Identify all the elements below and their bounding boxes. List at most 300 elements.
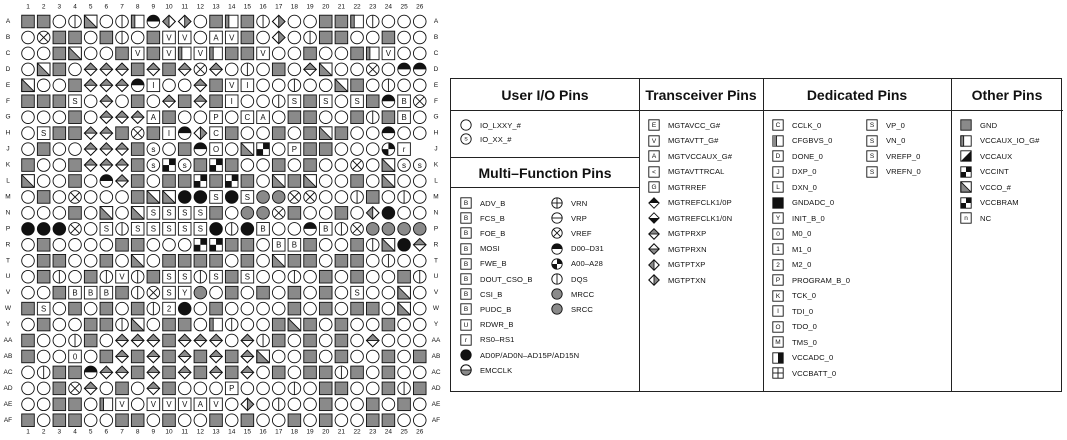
grid-row-label-left: R bbox=[5, 241, 11, 249]
grid-row-label-left: V bbox=[5, 289, 11, 297]
pin-K1 bbox=[22, 159, 35, 172]
pin-AB18 bbox=[288, 350, 301, 363]
pin-B8 bbox=[131, 31, 144, 44]
pin-AF14 bbox=[225, 414, 238, 427]
pin-V16 bbox=[257, 286, 270, 299]
pin-W25 bbox=[398, 302, 411, 315]
svg-text:Y: Y bbox=[775, 214, 781, 222]
pin-D4 bbox=[69, 63, 82, 76]
legend-item-label: CFGBVS_0 bbox=[792, 136, 833, 145]
legend-item bbox=[648, 180, 706, 194]
pin-M24 bbox=[382, 191, 395, 204]
grid-col-label-top: 5 bbox=[88, 3, 93, 11]
grid-col-label-bottom: 22 bbox=[353, 428, 361, 436]
pin-L16 bbox=[257, 175, 270, 188]
pin-H25 bbox=[398, 127, 411, 140]
grid-col-label-top: 11 bbox=[181, 3, 189, 11]
svg-text:P: P bbox=[229, 384, 235, 394]
svg-text:S: S bbox=[41, 128, 47, 138]
legend-item-label: MGTVCCAUX_G# bbox=[668, 151, 733, 161]
pin-G2 bbox=[37, 111, 50, 124]
grid-col-label-top: 4 bbox=[73, 3, 77, 11]
pin-V9 bbox=[147, 286, 160, 299]
grid-row-label-left: AA bbox=[3, 337, 13, 344]
pin-AD23 bbox=[366, 382, 379, 395]
pin-Y23 bbox=[366, 318, 379, 331]
svg-text:s: s bbox=[464, 135, 468, 143]
pin-N16 bbox=[257, 207, 270, 220]
svg-text:K: K bbox=[775, 292, 781, 300]
pin-D2 bbox=[37, 63, 50, 76]
grid-row-label-right: H bbox=[433, 129, 439, 137]
grid-row-label-left: T bbox=[6, 257, 10, 265]
pin-AF22 bbox=[351, 414, 364, 427]
svg-text:L: L bbox=[776, 183, 780, 191]
pin-M13 bbox=[210, 191, 223, 204]
pin-AF9 bbox=[147, 414, 160, 427]
legend-item bbox=[648, 196, 732, 210]
box-gray-icon bbox=[960, 119, 972, 131]
pin-W1 bbox=[22, 302, 35, 315]
pin-B22 bbox=[351, 31, 364, 44]
box-lt-icon bbox=[648, 166, 660, 178]
circle-vertical-icon bbox=[551, 273, 563, 285]
pin-D6 bbox=[100, 63, 113, 76]
svg-text:A: A bbox=[651, 152, 657, 160]
pin-AF1 bbox=[22, 414, 35, 427]
pin-L17 bbox=[272, 175, 285, 188]
pin-J25 bbox=[398, 143, 411, 156]
grid-row-label-right: Y bbox=[433, 321, 439, 329]
legend-item-label: A00–A28 bbox=[571, 259, 603, 269]
pin-E2 bbox=[37, 79, 50, 92]
svg-text:S: S bbox=[197, 224, 203, 234]
pin-G21 bbox=[335, 111, 348, 124]
pin-C23 bbox=[366, 47, 379, 60]
legend-multifunction-rule-bottom bbox=[451, 187, 639, 188]
pin-AE8 bbox=[131, 398, 144, 411]
pin-D11 bbox=[178, 63, 191, 76]
pin-R13 bbox=[210, 239, 223, 252]
pin-AC22 bbox=[351, 366, 364, 379]
pin-V15 bbox=[241, 286, 254, 299]
svg-text:S: S bbox=[182, 208, 188, 218]
legend-item-label: FCS_B bbox=[480, 213, 505, 223]
grid-col-label-bottom: 4 bbox=[73, 428, 77, 436]
pin-R25 bbox=[398, 239, 411, 252]
pin-T12 bbox=[194, 254, 207, 267]
pin-T6 bbox=[100, 254, 113, 267]
pin-Y21 bbox=[335, 318, 348, 331]
pin-AF11 bbox=[178, 414, 191, 427]
svg-text:S: S bbox=[182, 272, 188, 282]
pin-AB9 bbox=[147, 350, 160, 363]
pin-AA23 bbox=[366, 334, 379, 347]
pin-A4 bbox=[69, 15, 82, 28]
pin-W13 bbox=[210, 302, 223, 315]
pin-K15 bbox=[241, 159, 254, 172]
pin-K16 bbox=[257, 159, 270, 172]
pin-D7 bbox=[116, 63, 129, 76]
pin-G13 bbox=[210, 111, 223, 124]
pin-T4 bbox=[69, 254, 82, 267]
pin-C16 bbox=[257, 47, 270, 60]
grid-row-label-right: AE bbox=[431, 400, 441, 408]
pin-AF23 bbox=[366, 414, 379, 427]
box-B-icon bbox=[460, 197, 472, 209]
pin-U8 bbox=[131, 270, 144, 283]
pin-F14 bbox=[225, 95, 238, 108]
legend-item-label: MGTAVCC_G# bbox=[668, 120, 721, 130]
pin-D22 bbox=[351, 63, 364, 76]
pin-AE19 bbox=[304, 398, 317, 411]
svg-text:C: C bbox=[213, 128, 219, 138]
pin-Y3 bbox=[53, 318, 66, 331]
legend-item-label: CCLK_0 bbox=[792, 120, 822, 130]
pin-A13 bbox=[210, 15, 223, 28]
pin-F22 bbox=[351, 95, 364, 108]
grid-col-label-top: 16 bbox=[259, 3, 267, 11]
grid-row-label-left: B bbox=[5, 33, 11, 41]
pin-Y11 bbox=[178, 318, 191, 331]
box-S-icon bbox=[866, 150, 878, 162]
pin-E7 bbox=[116, 79, 129, 92]
pin-E9 bbox=[147, 79, 160, 92]
pin-E20 bbox=[319, 79, 332, 92]
grid-row-label-left: AD bbox=[3, 384, 13, 392]
box-U-icon bbox=[460, 319, 472, 331]
grid-col-label-top: 14 bbox=[228, 3, 236, 11]
diamond-right-icon bbox=[648, 274, 660, 286]
pin-J10 bbox=[163, 143, 176, 156]
pin-AB17 bbox=[272, 350, 285, 363]
legend-item-label: MGTPTXN bbox=[668, 275, 706, 285]
pin-L4 bbox=[69, 175, 82, 188]
box-C-icon bbox=[772, 119, 784, 131]
grid-row-label-right: A bbox=[433, 18, 439, 25]
pin-T25 bbox=[398, 254, 411, 267]
legend-item bbox=[960, 211, 991, 225]
grid-row-label-left: Y bbox=[5, 321, 11, 329]
section-title-other: Other Pins bbox=[971, 87, 1043, 103]
legend-item-label: MGTREFCLK1/0P bbox=[668, 198, 732, 207]
box-P-icon bbox=[772, 274, 784, 286]
pin-AA7 bbox=[116, 334, 129, 347]
grid-row-label-right: E bbox=[433, 81, 439, 89]
pin-L24 bbox=[382, 175, 395, 188]
pin-P2 bbox=[37, 223, 50, 236]
pin-B2 bbox=[37, 31, 50, 44]
pin-U3 bbox=[53, 270, 66, 283]
box-L-icon bbox=[772, 181, 784, 193]
pin-T24 bbox=[382, 254, 395, 267]
pin-U14 bbox=[225, 270, 238, 283]
pin-M18 bbox=[288, 191, 301, 204]
pin-G19 bbox=[304, 111, 317, 124]
pin-A18 bbox=[288, 15, 301, 28]
legend-item-label: D00–D31 bbox=[571, 244, 604, 254]
pin-G25 bbox=[398, 111, 411, 124]
pin-B10 bbox=[163, 31, 176, 44]
pin-E14 bbox=[225, 79, 238, 92]
pin-V6 bbox=[100, 286, 113, 299]
pin-U5 bbox=[84, 270, 97, 283]
grid-col-label-bottom: 23 bbox=[369, 428, 377, 436]
pin-F7 bbox=[116, 95, 129, 108]
legend-item-label: MOSI bbox=[480, 244, 500, 254]
section-title-dedicated: Dedicated Pins bbox=[806, 87, 908, 103]
grid-row-label-right: W bbox=[432, 305, 440, 313]
pin-H24 bbox=[382, 127, 395, 140]
pin-F18 bbox=[288, 95, 301, 108]
pin-L15 bbox=[241, 175, 254, 188]
pin-D9 bbox=[147, 63, 160, 76]
legend-item-label: MRCC bbox=[571, 289, 595, 299]
svg-text:n: n bbox=[964, 214, 968, 222]
pin-A23 bbox=[366, 15, 379, 28]
pin-R9 bbox=[147, 239, 160, 252]
pin-AF7 bbox=[116, 414, 129, 427]
pin-H10 bbox=[163, 127, 176, 140]
pin-R5 bbox=[84, 239, 97, 252]
pin-H15 bbox=[241, 127, 254, 140]
pin-J6 bbox=[100, 143, 113, 156]
pin-AE11 bbox=[178, 398, 191, 411]
pin-H1 bbox=[22, 127, 35, 140]
legend-item-label: AD0P/AD0N–AD15P/AD15N bbox=[480, 350, 580, 360]
pin-W2 bbox=[37, 302, 50, 315]
pin-U25 bbox=[398, 270, 411, 283]
pin-M22 bbox=[351, 191, 364, 204]
svg-text:V: V bbox=[182, 33, 188, 43]
pin-C5 bbox=[84, 47, 97, 60]
pin-A20 bbox=[319, 15, 332, 28]
pin-M26 bbox=[413, 191, 426, 204]
grid-col-label-top: 6 bbox=[104, 3, 109, 11]
pin-V14 bbox=[225, 286, 238, 299]
legend-item-label: MGTREFCLK1/0N bbox=[668, 213, 733, 223]
svg-text:P: P bbox=[213, 113, 219, 122]
pin-AD15 bbox=[241, 382, 254, 395]
box-I-icon bbox=[772, 305, 784, 317]
pin-J22 bbox=[351, 143, 364, 156]
pin-D23 bbox=[366, 63, 379, 76]
pin-AD17 bbox=[272, 382, 285, 395]
grid-row-label-left: A bbox=[5, 18, 11, 25]
pin-B7 bbox=[116, 31, 129, 44]
svg-text:B: B bbox=[72, 288, 78, 298]
diamond-bottom-icon bbox=[648, 212, 660, 224]
svg-text:M: M bbox=[775, 338, 781, 346]
pin-W6 bbox=[100, 302, 113, 315]
legend-item bbox=[866, 134, 905, 148]
pin-AF10 bbox=[163, 414, 176, 427]
pin-F6 bbox=[100, 95, 113, 108]
svg-text:0: 0 bbox=[72, 352, 78, 362]
pin-G24 bbox=[382, 111, 395, 124]
box-B-icon bbox=[460, 288, 472, 300]
pin-AE3 bbox=[53, 398, 66, 411]
pin-N24 bbox=[382, 207, 395, 220]
grid-row-label-left: K bbox=[5, 161, 11, 169]
pin-V8 bbox=[131, 286, 144, 299]
pin-P26 bbox=[413, 223, 426, 236]
legend-item-label: VCCAUX_IO_G# bbox=[980, 136, 1040, 145]
pin-C22 bbox=[351, 47, 364, 60]
pin-G14 bbox=[225, 111, 238, 124]
grid-col-label-bottom: 5 bbox=[88, 428, 93, 436]
circle-half-top-icon bbox=[551, 243, 563, 255]
pin-V3 bbox=[53, 286, 66, 299]
grid-row-label-right: L bbox=[434, 177, 438, 185]
pin-W24 bbox=[382, 302, 395, 315]
grid-row-label-right: AF bbox=[431, 416, 441, 424]
pin-A2 bbox=[37, 15, 50, 28]
legend-item bbox=[960, 196, 1019, 210]
pin-R16 bbox=[257, 239, 270, 252]
pin-F23 bbox=[366, 95, 379, 108]
pin-J7 bbox=[116, 143, 129, 156]
pin-N5 bbox=[84, 207, 97, 220]
pin-M21 bbox=[335, 191, 348, 204]
pin-B5 bbox=[84, 31, 97, 44]
pin-J14 bbox=[225, 143, 238, 156]
pin-C24 bbox=[382, 47, 395, 60]
pin-R6 bbox=[100, 239, 113, 252]
pin-AA17 bbox=[272, 334, 285, 347]
pin-AD3 bbox=[53, 382, 66, 395]
pin-L1 bbox=[22, 175, 35, 188]
pin-AE14 bbox=[225, 398, 238, 411]
grid-col-label-bottom: 6 bbox=[104, 428, 109, 436]
pin-M10 bbox=[163, 191, 176, 204]
pin-P7 bbox=[116, 223, 129, 236]
svg-text:V: V bbox=[150, 400, 156, 410]
grid-col-label-top: 22 bbox=[353, 3, 361, 11]
legend-item-label: VREFP_0 bbox=[886, 151, 921, 161]
pin-H17 bbox=[272, 127, 285, 140]
pin-AB26 bbox=[413, 350, 426, 363]
svg-text:S: S bbox=[103, 224, 109, 234]
circle-half-bottom-icon bbox=[460, 364, 472, 376]
pin-AC10 bbox=[163, 366, 176, 379]
pin-N7 bbox=[116, 207, 129, 220]
pin-T7 bbox=[116, 254, 129, 267]
pin-Y14 bbox=[225, 318, 238, 331]
pin-R20 bbox=[319, 239, 332, 252]
pin-K11 bbox=[178, 159, 191, 172]
svg-text:B: B bbox=[276, 240, 282, 250]
pin-A21 bbox=[335, 15, 348, 28]
pin-J9 bbox=[147, 143, 160, 156]
pin-W18 bbox=[288, 302, 301, 315]
svg-text:S: S bbox=[72, 97, 78, 107]
box-r-icon bbox=[460, 334, 472, 346]
circle-filled-icon bbox=[460, 349, 472, 361]
pin-AA21 bbox=[335, 334, 348, 347]
pin-R26 bbox=[413, 239, 426, 252]
pin-P20 bbox=[319, 223, 332, 236]
pin-AF18 bbox=[288, 414, 301, 427]
pin-H26 bbox=[413, 127, 426, 140]
pin-T19 bbox=[304, 254, 317, 267]
pin-AA3 bbox=[53, 334, 66, 347]
pin-U16 bbox=[257, 270, 270, 283]
pin-J20 bbox=[319, 143, 332, 156]
pin-U19 bbox=[304, 270, 317, 283]
legend-item bbox=[648, 273, 706, 287]
pin-AB7 bbox=[116, 350, 129, 363]
box-D-icon bbox=[772, 150, 784, 162]
svg-text:A: A bbox=[150, 113, 156, 122]
grid-row-label-right: AB bbox=[431, 352, 441, 360]
pin-R17 bbox=[272, 239, 285, 252]
pin-AD26 bbox=[413, 382, 426, 395]
pin-K9 bbox=[147, 159, 160, 172]
svg-text:V: V bbox=[229, 33, 235, 43]
grid-col-label-bottom: 24 bbox=[384, 428, 393, 436]
box-half-left-bottom-icon bbox=[960, 197, 972, 209]
box-G-icon bbox=[648, 181, 660, 193]
pin-R14 bbox=[225, 239, 238, 252]
pin-L2 bbox=[37, 175, 50, 188]
pin-AC18 bbox=[288, 366, 301, 379]
box-B-icon bbox=[460, 303, 472, 315]
pin-G23 bbox=[366, 111, 379, 124]
grid-col-label-top: 7 bbox=[120, 3, 124, 11]
pin-Y10 bbox=[163, 318, 176, 331]
pin-Y20 bbox=[319, 318, 332, 331]
pin-E13 bbox=[210, 79, 223, 92]
pin-B24 bbox=[382, 31, 395, 44]
pin-U6 bbox=[100, 270, 113, 283]
pin-Y6 bbox=[100, 318, 113, 331]
pin-E24 bbox=[382, 79, 395, 92]
legend-item-label: GND bbox=[980, 120, 998, 130]
pin-V11 bbox=[178, 286, 191, 299]
grid-row-label-right: D bbox=[433, 65, 439, 73]
pin-P17 bbox=[272, 223, 285, 236]
legend-item-label: CSI_B bbox=[480, 289, 503, 299]
pin-C3 bbox=[53, 47, 66, 60]
legend-item bbox=[866, 118, 905, 132]
pin-R12 bbox=[194, 239, 207, 252]
pin-M2 bbox=[37, 191, 50, 204]
pin-AD20 bbox=[319, 382, 332, 395]
pin-P11 bbox=[178, 223, 191, 236]
pin-B13 bbox=[210, 31, 223, 44]
pin-G7 bbox=[116, 111, 129, 124]
pin-J2 bbox=[37, 143, 50, 156]
pin-N18 bbox=[288, 207, 301, 220]
diamond-top-icon bbox=[648, 197, 660, 209]
pin-Y25 bbox=[398, 318, 411, 331]
svg-text:2: 2 bbox=[166, 304, 172, 314]
pin-L7 bbox=[116, 175, 129, 188]
pin-C14 bbox=[225, 47, 238, 60]
pin-W17 bbox=[272, 302, 285, 315]
grid-col-label-bottom: 16 bbox=[259, 428, 267, 436]
pin-H16 bbox=[257, 127, 270, 140]
pin-Y19 bbox=[304, 318, 317, 331]
pin-W22 bbox=[351, 302, 364, 315]
pin-U22 bbox=[351, 270, 364, 283]
pin-Y17 bbox=[272, 318, 285, 331]
box-n-icon bbox=[960, 212, 972, 224]
pin-V25 bbox=[398, 286, 411, 299]
legend-item-label: FOE_B bbox=[480, 228, 506, 238]
pin-J17 bbox=[272, 143, 285, 156]
